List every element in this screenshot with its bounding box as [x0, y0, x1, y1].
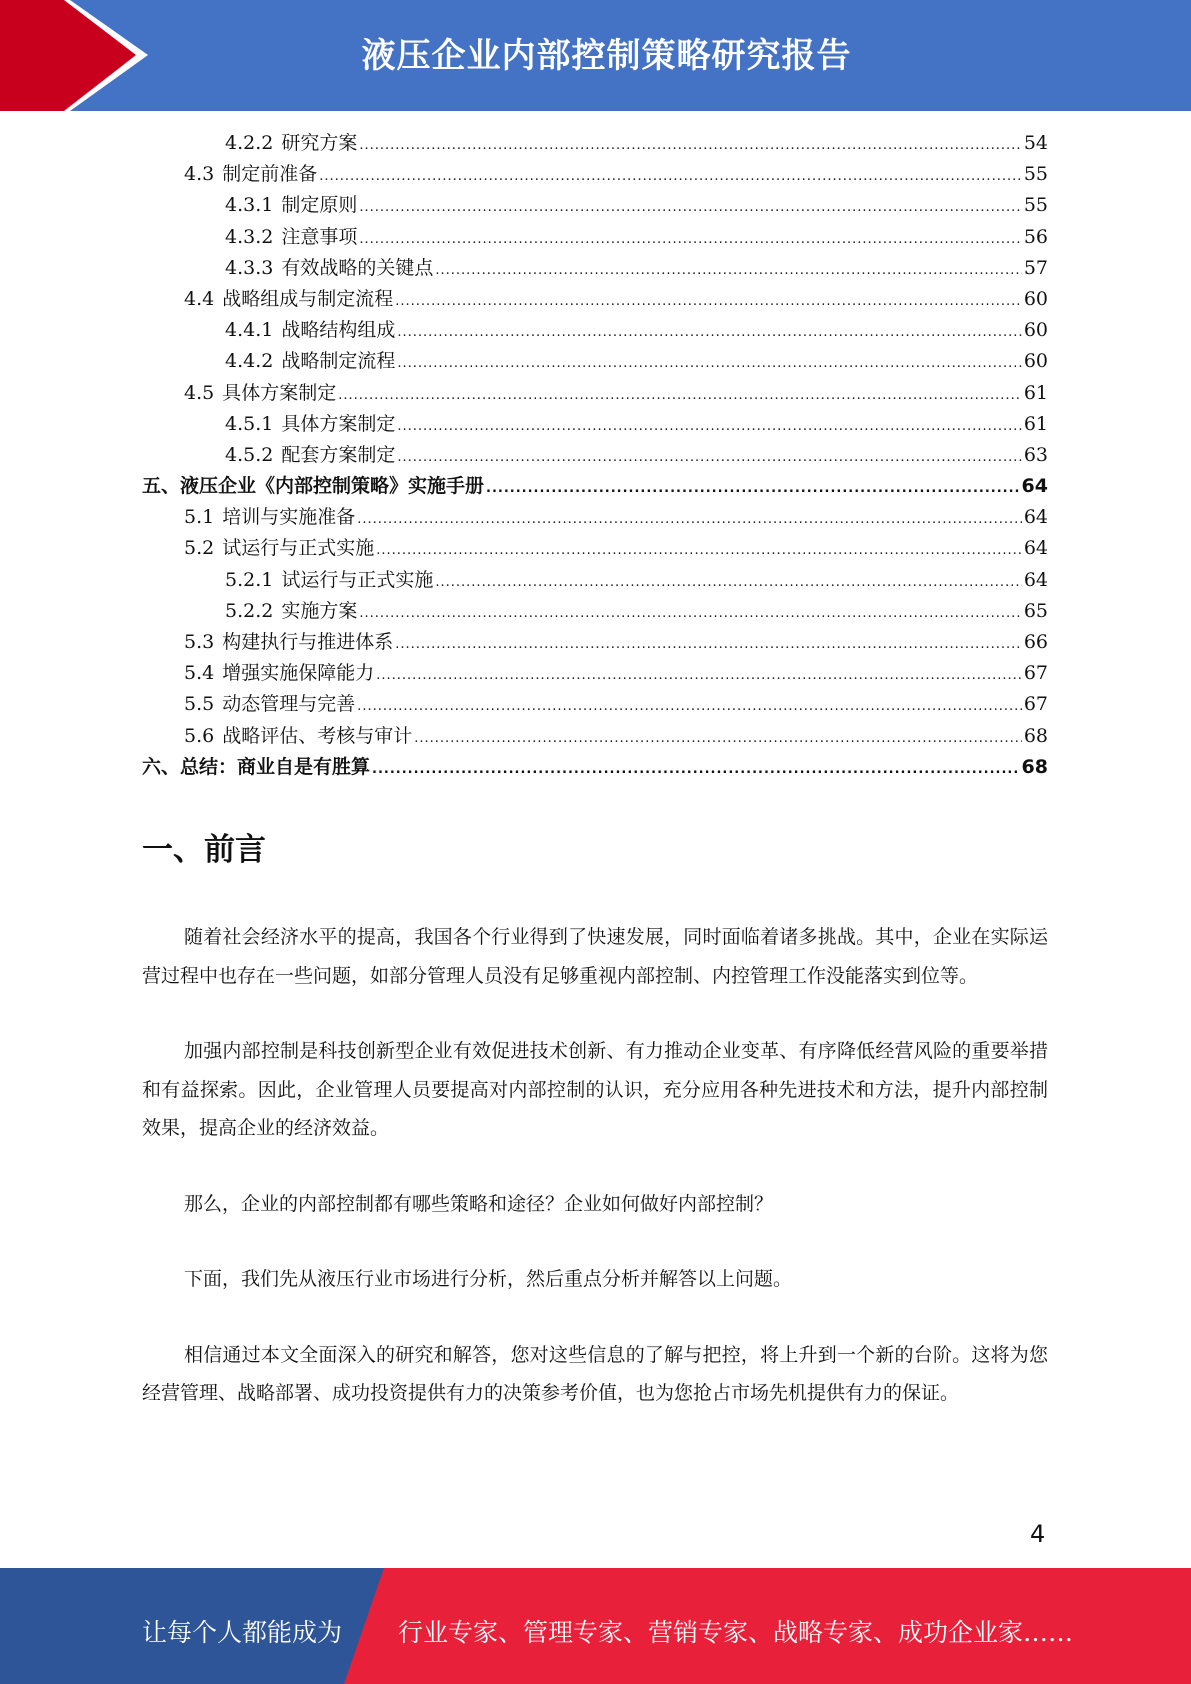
toc-entry[interactable]	[142, 190, 1048, 221]
toc-entry-number: 4.5.1	[225, 412, 274, 435]
paragraph: 随着社会经济水平的提高，我国各个行业得到了快速发展，同时面临着诸多挑战。其中，企业在实际运营过程中也存在一些问题，如部分管理人员没有足够重视内部控制、内控管理工作没能落实到位等。	[142, 926, 1048, 987]
toc-entry-title: 配套方案制定	[281, 443, 396, 466]
toc-entry[interactable]	[142, 346, 1048, 377]
toc-entry[interactable]	[142, 222, 1048, 253]
toc-entry-page: 56	[1023, 225, 1048, 248]
toc-dot-leader	[357, 512, 1022, 527]
toc-entry[interactable]	[142, 253, 1048, 284]
toc-entry-page: 68	[1021, 755, 1048, 778]
toc-entry-number: 4.3.3	[225, 256, 274, 279]
toc-dot-leader	[486, 481, 1020, 496]
toc-entry[interactable]	[142, 721, 1048, 752]
toc-dot-leader	[376, 668, 1022, 683]
toc-entry-number: 5.2	[184, 537, 215, 560]
toc-entry-title: 战略评估、考核与审计	[222, 724, 413, 747]
toc-entry-title: 有效战略的关键点	[281, 256, 434, 279]
toc-entry-title: 五、液压企业《内部控制策略》实施手册	[142, 475, 485, 498]
toc-entry-title: 增强实施保障能力	[222, 662, 375, 685]
toc-entry-title: 动态管理与完善	[222, 693, 356, 716]
toc-entry-title: 战略制定流程	[281, 350, 396, 373]
toc-entry-title: 六、总结：商业自是有胜算	[142, 755, 371, 778]
toc-entry-number: 4.3.2	[225, 225, 274, 248]
toc-entry[interactable]	[142, 596, 1048, 627]
section-body	[142, 918, 1048, 1413]
toc-dot-leader	[435, 263, 1021, 278]
toc-entry-page: 60	[1023, 319, 1048, 342]
paragraph: 那么，企业的内部控制都有哪些策略和途径？企业如何做好内部控制？	[184, 1192, 774, 1215]
toc-dot-leader	[359, 606, 1021, 621]
toc-dot-leader	[376, 543, 1022, 558]
toc-dot-leader	[397, 356, 1021, 371]
toc-entry[interactable]	[142, 409, 1048, 440]
toc-entry-number: 5.3	[184, 631, 215, 653]
toc-entry[interactable]	[142, 752, 1048, 783]
toc-entry-page: 55	[1023, 163, 1048, 186]
paragraph: 相信通过本文全面深入的研究和解答，您对这些信息的了解与把控，将上升到一个新的台阶。这将为您经营管理、战略部署、成功投资提供有力的决策参考价值，也为您抢占市场先机提供有力的保证。	[142, 1343, 1048, 1404]
toc-dot-leader	[338, 388, 1022, 403]
toc-entry-number: 4.3	[184, 163, 215, 186]
toc-entry-number: 5.1	[184, 506, 215, 529]
toc-dot-leader	[319, 169, 1022, 184]
toc-entry[interactable]	[142, 315, 1048, 346]
toc-entry[interactable]	[142, 658, 1048, 689]
toc-dot-leader	[435, 575, 1021, 590]
paragraph: 下面，我们先从液压行业市场进行分析，然后重点分析并解答以上问题。	[184, 1268, 793, 1290]
toc-entry[interactable]	[142, 284, 1048, 315]
toc-entry-number: 5.2.2	[225, 599, 274, 622]
toc-entry-page: 66	[1023, 631, 1048, 653]
toc-entry[interactable]	[142, 689, 1048, 720]
toc-entry[interactable]	[142, 502, 1048, 533]
toc-entry-title: 试运行与正式实施	[222, 537, 375, 560]
toc-entry-number: 4.4.2	[225, 350, 274, 373]
toc-dot-leader	[397, 419, 1021, 434]
toc-dot-leader	[395, 637, 1022, 652]
toc-entry-number: 4.5.2	[225, 443, 274, 466]
section-title: 一、前言	[142, 832, 266, 868]
toc-entry-title: 战略组成与制定流程	[222, 287, 394, 310]
toc-entry-number: 5.2.1	[225, 568, 274, 591]
toc-dot-leader	[414, 731, 1022, 746]
toc-entry-number: 5.6	[184, 724, 215, 747]
toc-entry-page: 68	[1023, 724, 1048, 747]
toc-entry-number: 4.2.2	[225, 132, 274, 154]
toc-dot-leader	[397, 325, 1021, 340]
table-of-contents	[142, 128, 1048, 783]
toc-entry-number: 5.4	[184, 662, 215, 685]
toc-entry-title: 试运行与正式实施	[281, 568, 434, 591]
toc-dot-leader	[359, 232, 1021, 247]
toc-dot-leader	[359, 200, 1021, 215]
paragraph: 加强内部控制是科技创新型企业有效促进技术创新、有力推动企业变革、有序降低经营风险的重要举措和有益探索。因此，企业管理人员要提高对内部控制的认识，充分应用各种先进技术和方法，提升内部控制效果，提高企业的经济效益。	[142, 1040, 1048, 1139]
toc-entry-page: 55	[1023, 194, 1048, 217]
toc-dot-leader	[395, 294, 1022, 309]
toc-entry-title: 实施方案	[281, 599, 358, 622]
toc-entry-title: 具体方案制定	[222, 381, 337, 404]
toc-entry-title: 制定前准备	[222, 163, 318, 186]
toc-entry-title: 培训与实施准备	[222, 506, 356, 529]
toc-entry-title: 研究方案	[281, 132, 358, 154]
toc-entry-page: 67	[1023, 662, 1048, 685]
toc-entry-page: 64	[1023, 506, 1048, 529]
toc-entry-page: 54	[1023, 132, 1048, 154]
toc-entry[interactable]	[142, 159, 1048, 190]
footer-slogan-right: 行业专家、管理专家、营销专家、战略专家、成功企业家……	[398, 1618, 1074, 1647]
toc-entry[interactable]	[142, 627, 1048, 658]
page-footer	[0, 1568, 1191, 1684]
toc-entry[interactable]	[142, 440, 1048, 471]
toc-entry-page: 63	[1023, 443, 1048, 466]
toc-dot-leader	[359, 138, 1021, 153]
page-number: 4	[1030, 1520, 1046, 1548]
toc-entry-page: 65	[1023, 599, 1048, 622]
toc-entry-number: 4.4	[184, 287, 215, 310]
toc-entry-page: 64	[1023, 537, 1048, 560]
toc-entry[interactable]	[142, 378, 1048, 409]
report-title: 液压企业内部控制策略研究报告	[361, 36, 852, 76]
toc-dot-leader	[357, 699, 1022, 714]
toc-entry-page: 60	[1023, 287, 1048, 310]
toc-entry[interactable]	[142, 128, 1048, 159]
toc-entry[interactable]	[142, 565, 1048, 596]
toc-dot-leader	[372, 762, 1020, 777]
toc-entry-page: 64	[1021, 475, 1048, 498]
toc-entry-page: 61	[1023, 381, 1048, 404]
toc-entry-title: 构建执行与推进体系	[222, 631, 394, 653]
toc-entry-page: 64	[1023, 568, 1048, 591]
page-header	[0, 0, 1191, 111]
toc-entry-number: 5.5	[184, 693, 215, 716]
toc-entry-page: 67	[1023, 693, 1048, 716]
toc-entry-number: 4.3.1	[225, 194, 274, 217]
footer-slogan-left: 让每个人都能成为	[142, 1618, 343, 1647]
toc-entry[interactable]	[142, 533, 1048, 564]
toc-entry-page: 61	[1023, 412, 1048, 435]
toc-entry-title: 具体方案制定	[281, 412, 396, 435]
toc-dot-leader	[397, 450, 1021, 465]
toc-entry-page: 60	[1023, 350, 1048, 373]
toc-entry-title: 制定原则	[281, 194, 358, 217]
toc-entry[interactable]	[142, 471, 1048, 502]
toc-entry-title: 战略结构组成	[281, 319, 396, 342]
toc-entry-title: 注意事项	[281, 225, 358, 248]
toc-entry-number: 4.5	[184, 381, 215, 404]
toc-entry-page: 57	[1023, 256, 1048, 279]
toc-entry-number: 4.4.1	[225, 319, 274, 342]
